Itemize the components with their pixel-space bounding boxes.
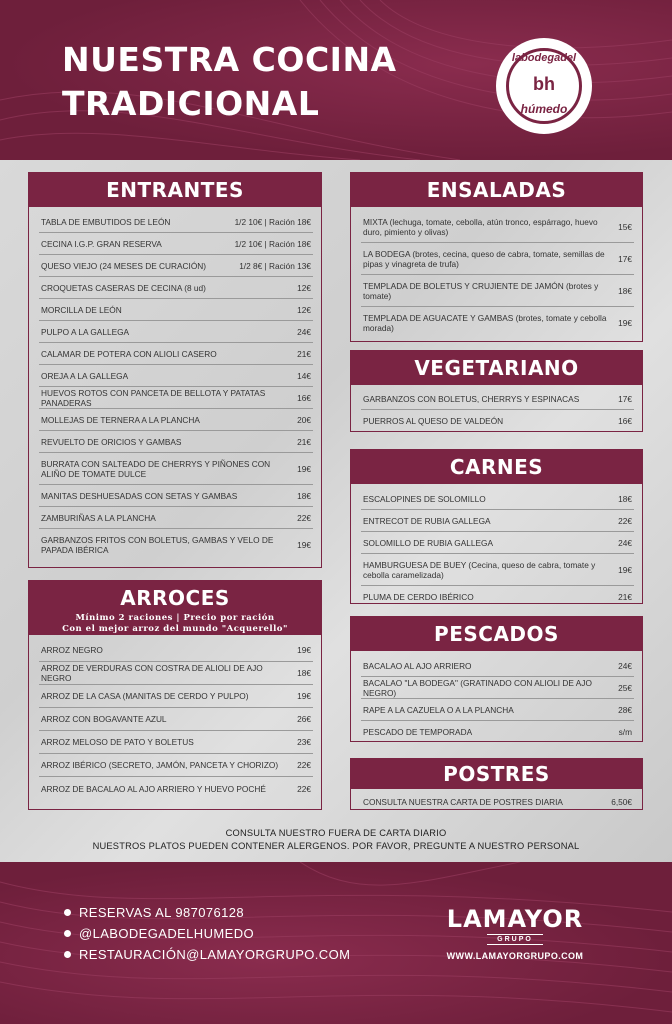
menu-item <box>39 343 313 365</box>
menu-item-name: ARROZ NEGRO <box>41 645 103 655</box>
menu-item-name: CALAMAR DE POTERA CON ALIOLI CASERO <box>41 348 217 359</box>
menu-item-price: 19€ <box>618 318 632 328</box>
menu-item-price: 21€ <box>297 348 311 359</box>
brand-subtitle: GRUPO <box>487 934 543 945</box>
menu-item-price: 22€ <box>297 512 311 523</box>
menu-item <box>361 586 634 608</box>
menu-item <box>39 277 313 299</box>
menu-item <box>39 299 313 321</box>
menu-item <box>361 243 634 275</box>
menu-item-name: HAMBURGUESA DE BUEY (Cecina, queso de cabra, tomate y cebolla caramelizada) <box>363 559 596 580</box>
menu-item-price: 15€ <box>618 221 632 232</box>
menu-item <box>39 529 313 561</box>
menu-item <box>361 554 634 586</box>
menu-item-name: GARBANZOS FRITOS CON BOLETUS, GAMBAS Y VELO DE PAPADA IBÉRICA <box>41 535 274 555</box>
menu-item <box>361 275 634 307</box>
carnes-list <box>351 484 642 608</box>
menu-item <box>361 488 634 510</box>
menu-item-name: RAPE A LA CAZUELA O A LA PLANCHA <box>363 704 514 715</box>
section-carnes <box>350 449 643 604</box>
menu-item-price: 22€ <box>618 515 632 526</box>
menu-item-price: 14€ <box>297 370 311 381</box>
menu-item <box>39 507 313 529</box>
menu-item-name: ENTRECOT DE RUBIA GALLEGA <box>363 515 491 526</box>
menu-item-name: TABLA DE EMBUTIDOS DE LEÓN <box>41 216 171 227</box>
menu-item-name: MORCILLA DE LEÓN <box>41 304 122 315</box>
menu-item <box>39 485 313 507</box>
menu-item <box>39 754 313 777</box>
menu-item-price: 1/2 10€ | Ración 18€ <box>234 238 311 249</box>
menu-item-name: HUEVOS ROTOS CON PANCETA DE BELLOTA Y PATATAS PANADERAS <box>41 387 266 408</box>
menu-item-name: TEMPLADA DE BOLETUS Y CRUJIENTE DE JAMÓN (brotes y tomate) <box>363 280 599 301</box>
menu-item-price: 19€ <box>297 645 311 655</box>
title-line-1: NUESTRA COCINA <box>62 40 397 79</box>
menu-item <box>39 431 313 453</box>
menu-item-price: 24€ <box>618 660 632 671</box>
menu-item-name: PESCADO DE TEMPORADA <box>363 727 473 737</box>
section-arroces <box>28 580 322 810</box>
title-line-2: TRADICIONAL <box>62 84 320 123</box>
menu-item-price: 18€ <box>618 493 632 504</box>
bullet-icon <box>64 930 71 937</box>
menu-item <box>39 453 313 485</box>
menu-item-price: 25€ <box>618 682 632 693</box>
menu-item-name: SOLOMILLO DE RUBIA GALLEGA <box>363 537 494 548</box>
menu-item <box>361 389 634 410</box>
menu-item-name: ARROZ CON BOGAVANTE AZUL <box>41 714 167 724</box>
menu-item-price: 23€ <box>297 737 311 747</box>
menu-item-name: MIXTA (lechuga, tomate, cebolla, atún tronco, espárrago, huevo duro, pimiento y olivas) <box>363 216 598 237</box>
menu-item-name: PULPO A LA GALLEGA <box>41 326 130 337</box>
menu-item <box>361 211 634 243</box>
section-title-pescados: PESCADOS <box>351 617 642 651</box>
arroces-subtitle-1: Mínimo 2 raciones | Precio por ración <box>75 613 275 623</box>
note-fuera-de-carta: CONSULTA NUESTRO FUERA DE CARTA DIARIO <box>225 828 447 838</box>
menu-item-price: 28€ <box>618 704 632 715</box>
section-title-ensaladas: ENSALADAS <box>351 173 642 207</box>
entrantes-list <box>29 207 321 561</box>
menu-item-price: 18€ <box>618 285 632 296</box>
menu-item <box>361 655 634 677</box>
menu-item-name: CONSULTA NUESTRA CARTA DE POSTRES DIARIA <box>363 797 563 807</box>
menu-item <box>39 255 313 277</box>
menu-item <box>39 777 313 800</box>
menu-item-name: BACALAO "LA BODEGA" (GRATINADO CON ALIOLI DE AJO NEGRO) <box>363 677 592 698</box>
contact-instagram-text[interactable]: @LABODEGADELHUMEDO <box>79 926 254 941</box>
menu-item-price: 19€ <box>297 540 311 550</box>
contact-instagram[interactable] <box>64 926 254 941</box>
menu-item-name: ARROZ DE VERDURAS CON COSTRA DE ALIOLI DE AJO NEGRO <box>41 663 263 683</box>
section-postres <box>350 758 643 810</box>
menu-item-price: 19€ <box>297 463 311 474</box>
menu-item-name: ARROZ IBÉRICO (SECRETO, JAMÓN, PANCETA Y CHORIZO) <box>41 760 279 770</box>
menu-item-price: 24€ <box>297 326 311 337</box>
contact-reservas-text: RESERVAS AL 987076128 <box>79 905 244 920</box>
section-ensaladas <box>350 172 643 342</box>
menu-item-name: MANITAS DESHUESADAS CON SETAS Y GAMBAS <box>41 490 238 501</box>
section-title-arroces: ARROCES <box>120 586 230 610</box>
menu-item-price: 17€ <box>618 394 632 404</box>
section-title-vegetariano: VEGETARIANO <box>351 351 642 385</box>
section-entrantes <box>28 172 322 568</box>
menu-item-name: PUERROS AL QUESO DE VALDEÓN <box>363 415 504 426</box>
menu-item-price: 22€ <box>297 783 311 794</box>
contact-email-text[interactable]: RESTAURACIÓN@LAMAYORGRUPO.COM <box>79 947 351 962</box>
contact-email[interactable] <box>64 947 350 962</box>
menu-item-name: CROQUETAS CASERAS DE CECINA (8 ud) <box>41 282 206 293</box>
menu-item <box>361 677 634 699</box>
menu-item-price: 12€ <box>297 282 311 293</box>
menu-item-price: 18€ <box>297 490 311 501</box>
vegetariano-list <box>351 385 642 431</box>
arroces-list <box>29 635 321 800</box>
menu-item <box>361 410 634 431</box>
logo-text-top: labodegadel <box>511 52 577 64</box>
menu-item <box>361 307 634 339</box>
menu-item <box>361 532 634 554</box>
menu-item-price: 20€ <box>297 414 311 425</box>
menu-item <box>39 639 313 662</box>
bullet-icon <box>64 951 71 958</box>
menu-item <box>39 233 313 255</box>
menu-item-name: LA BODEGA (brotes, cecina, queso de cabra, tomate, semillas de pipas y vinagreta de trufa) <box>363 248 605 269</box>
menu-item-name: ZAMBURIÑAS A LA PLANCHA <box>41 512 156 523</box>
section-title-entrantes: ENTRANTES <box>29 173 321 207</box>
menu-item-price: 24€ <box>618 537 632 548</box>
menu-item-price: s/m <box>618 727 632 737</box>
menu-item <box>39 685 313 708</box>
arroces-subtitle-2: Con el mejor arroz del mundo "Acquerello" <box>62 624 288 634</box>
menu-item-price: 19€ <box>297 691 311 701</box>
menu-item-name: BURRATA CON SALTEADO DE CHERRYS Y PIÑONES CON ALIÑO DE TOMATE DULCE <box>41 458 271 479</box>
brand-logo <box>440 906 590 961</box>
menu-item-name: PLUMA DE CERDO IBÉRICO <box>363 592 474 602</box>
menu-item-price: 1/2 10€ | Ración 18€ <box>234 216 311 227</box>
brand-url[interactable]: WWW.LAMAYORGRUPO.COM <box>446 951 584 961</box>
menu-item <box>361 699 634 721</box>
menu-item-price: 21€ <box>297 436 311 447</box>
menu-item-price: 18€ <box>297 668 311 678</box>
menu-item-name: CECINA I.G.P. GRAN RESERVA <box>41 238 162 249</box>
menu-item-price: 12€ <box>297 304 311 315</box>
menu-item-name: REVUELTO DE ORICIOS Y GAMBAS <box>41 436 182 447</box>
section-header-arroces <box>29 581 321 635</box>
menu-item-price: 1/2 8€ | Ración 13€ <box>239 260 311 271</box>
brand-name: LAMAYOR <box>446 905 584 933</box>
menu-item-name: QUESO VIEJO (24 MESES DE CURACIÓN) <box>41 260 207 271</box>
menu-item-name: ARROZ DE LA CASA (MANITAS DE CERDO Y PULPO) <box>41 691 249 701</box>
section-pescados <box>350 616 643 742</box>
section-vegetariano <box>350 350 643 432</box>
logo-text-bottom: húmedo <box>520 102 568 116</box>
menu-item-name: MOLLEJAS DE TERNERA A LA PLANCHA <box>41 414 200 425</box>
menu-item <box>39 708 313 731</box>
menu-item-name: ESCALOPINES DE SOLOMILLO <box>363 493 486 504</box>
menu-item-name: BACALAO AL AJO ARRIERO <box>363 660 472 671</box>
menu-item <box>39 662 313 685</box>
menu-item <box>39 365 313 387</box>
menu-item-name: TEMPLADA DE AGUACATE Y GAMBAS (brotes, tomate y cebolla morada) <box>363 313 607 333</box>
pescados-list <box>351 651 642 743</box>
menu-item <box>39 211 313 233</box>
menu-item <box>39 409 313 431</box>
menu-item-name: ARROZ MELOSO DE PATO Y BOLETUS <box>41 737 194 747</box>
menu-item-price: 19€ <box>618 564 632 575</box>
logo-text-mid: bh <box>533 74 555 94</box>
bullet-icon <box>64 909 71 916</box>
menu-item-name: ARROZ DE BACALAO AL AJO ARRIERO Y HUEVO POCHÉ <box>41 783 266 794</box>
menu-item-name: GARBANZOS CON BOLETUS, CHERRYS Y ESPINACAS <box>363 394 580 404</box>
menu-item-name: OREJA A LA GALLEGA <box>41 370 129 381</box>
menu-item-price: 16€ <box>297 392 311 403</box>
menu-item-price: 17€ <box>618 253 632 264</box>
restaurant-logo <box>496 38 592 134</box>
menu-item-price: 6,50€ <box>611 797 632 807</box>
ensaladas-list <box>351 207 642 339</box>
contact-reservas <box>64 905 244 920</box>
menu-item <box>39 387 313 409</box>
menu-item-price: 21€ <box>618 592 632 602</box>
page-title <box>62 38 397 126</box>
note-alergenos: NUESTROS PLATOS PUEDEN CONTENER ALERGENOS. POR FAVOR, PREGUNTE A NUESTRO PERSONAL <box>92 841 580 851</box>
menu-item <box>39 731 313 754</box>
section-title-postres: POSTRES <box>351 759 642 789</box>
menu-item-price: 16€ <box>618 415 632 426</box>
postres-list <box>351 789 642 811</box>
menu-item <box>361 721 634 743</box>
menu-item-price: 26€ <box>297 714 311 724</box>
section-title-carnes: CARNES <box>351 450 642 484</box>
menu-item <box>361 510 634 532</box>
menu-item <box>361 793 634 811</box>
menu-item <box>39 321 313 343</box>
menu-item-price: 22€ <box>297 760 311 770</box>
